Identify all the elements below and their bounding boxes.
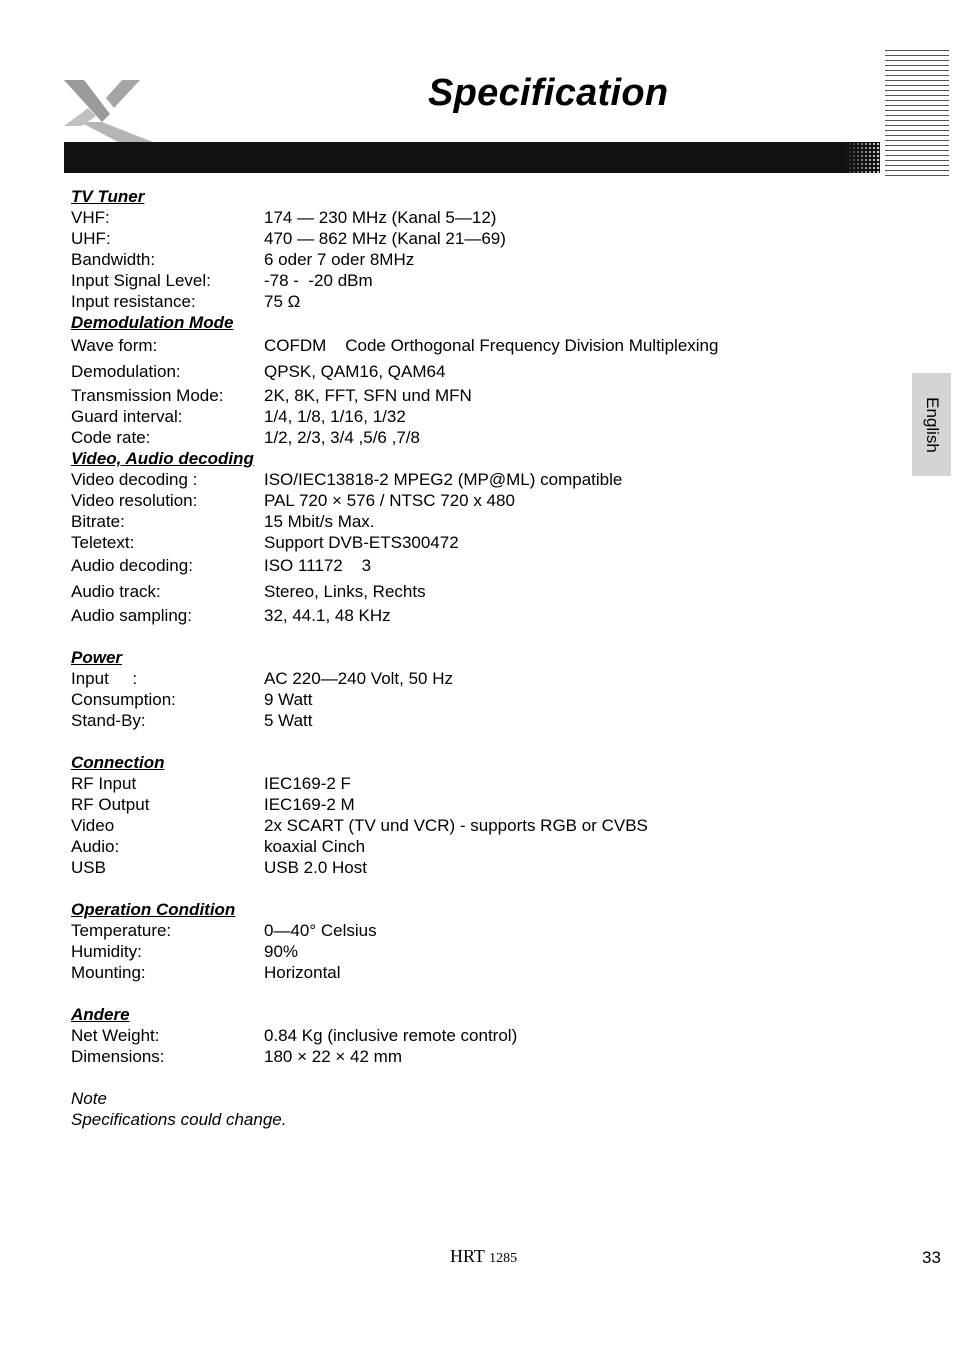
spec-label: Teletext: [71,533,135,552]
spec-row [71,249,871,270]
section-title: Connection [71,753,165,772]
spec-row [71,941,871,962]
spec-label: Video [71,816,115,835]
spec-label: Net Weight: [71,1026,160,1045]
spec-row [71,710,871,731]
spec-value: 15 Mbit/s Max. [264,512,375,531]
spec-value: Support DVB-ETS300472 [264,533,459,552]
spec-label: Bitrate: [71,512,125,531]
spec-row [71,511,871,532]
note-title: Note [71,1089,107,1108]
spec-row [71,794,871,815]
spec-value: 6 oder 7 oder 8MHz [264,250,415,269]
spec-value: 1/2, 2/3, 3/4 ,5/6 ,7/8 [264,428,420,447]
spec-label: Code rate: [71,428,151,447]
spec-row [71,333,871,359]
spec-content [71,186,871,1130]
spec-value: 0.84 Kg (inclusive remote control) [264,1026,518,1045]
spec-label: Dimensions: [71,1047,165,1066]
header-bar [64,142,880,173]
spec-label: Transmission Mode: [71,386,224,405]
spec-row [71,773,871,794]
spec-value: QPSK, QAM16, QAM64 [264,362,446,381]
spec-value: 470 — 862 MHz (Kanal 21—69) [264,229,506,248]
spec-value: 1/4, 1/8, 1/16, 1/32 [264,407,406,426]
spec-label: Bandwidth: [71,250,156,269]
spec-row [71,291,871,312]
section-tv-tuner [71,186,871,312]
section-power [71,647,871,731]
spec-value: IEC169-2 M [264,795,355,814]
spec-label: Audio decoding: [71,556,193,575]
section-title: Operation Condition [71,900,236,919]
spec-label: Input Signal Level: [71,271,211,290]
spec-row [71,815,871,836]
spec-value: Stereo, Links, Rechts [264,582,426,601]
section-video-audio-decoding [71,448,871,626]
model-name: HRT [450,1246,485,1266]
spec-value: PAL 720 × 576 / NTSC 720 x 480 [264,491,515,510]
spec-label: Audio track: [71,582,161,601]
language-tab-label: English [922,396,942,453]
spec-label: Temperature: [71,921,172,940]
spec-row [71,359,871,385]
spec-value: 0—40° Celsius [264,921,377,940]
spec-row [71,920,871,941]
spec-value: ISO/IEC13818-2 MPEG2 (MP@ML) compatible [264,470,623,489]
spec-row [71,406,871,427]
spec-label: Wave form: [71,336,158,355]
brand-x-logo [62,78,162,144]
spec-row [71,427,871,448]
section-title: Andere [71,1005,130,1024]
spec-value: AC 220—240 Volt, 50 Hz [264,669,454,688]
spec-label: USB [71,858,106,877]
spec-label: Video decoding : [71,470,198,489]
spec-row [71,490,871,511]
spec-row [71,689,871,710]
section-demodulation-mode [71,312,871,448]
spec-value: USB 2.0 Host [264,858,367,877]
spec-row [71,668,871,689]
spec-label: Audio: [71,837,120,856]
spec-row [71,469,871,490]
spec-value: IEC169-2 F [264,774,351,793]
spec-row [71,270,871,291]
page-number: 33 [922,1248,941,1267]
spec-label: Input resistance: [71,292,196,311]
spec-value: 2x SCART (TV und VCR) - supports RGB or CVBS [264,816,648,835]
spec-label: Demodulation: [71,362,181,381]
spec-label: Consumption: [71,690,176,709]
spec-label: Mounting: [71,963,146,982]
section-title: Power [71,648,123,667]
spec-value: 32, 44.1, 48 KHz [264,606,391,625]
language-tab[interactable] [912,373,951,476]
spec-row [71,1046,871,1067]
section-title: Video, Audio decoding [71,449,254,468]
spec-value: koaxial Cinch [264,837,366,856]
section-operation-condition [71,899,871,983]
spec-row [71,553,871,579]
spec-label: UHF: [71,229,111,248]
spec-row [71,579,871,605]
decorative-stripes [885,50,949,180]
spec-label: Video resolution: [71,491,198,510]
section-andere [71,1004,871,1067]
spec-value: 174 — 230 MHz (Kanal 5—12) [264,208,497,227]
spec-row [71,605,871,626]
spec-row [71,857,871,878]
spec-value: 5 Watt [264,711,313,730]
spec-value: Horizontal [264,963,341,982]
spec-value: 180 × 22 × 42 mm [264,1047,402,1066]
spec-value: 90% [264,942,299,961]
spec-label: Humidity: [71,942,142,961]
spec-value: -78 - -20 dBm [264,271,373,290]
spec-label: Guard interval: [71,407,183,426]
spec-value: COFDM Code Orthogonal Frequency Division Multiplexing [264,336,719,355]
page-title: Specification [428,72,669,114]
spec-row [71,1025,871,1046]
section-title: Demodulation Mode [71,313,234,332]
spec-label: Input : [71,669,138,688]
spec-row [71,207,871,228]
section-title: TV Tuner [71,187,145,206]
spec-label: Stand-By: [71,711,146,730]
note-text: Specifications could change. [71,1110,287,1129]
spec-row [71,228,871,249]
spec-label: RF Output [71,795,150,814]
spec-label: Audio sampling: [71,606,192,625]
header-bar-dots [844,142,884,173]
spec-label: RF Input [71,774,137,793]
spec-value: ISO 11172 3 [264,556,372,575]
spec-row [71,962,871,983]
model-number: 1285 [489,1251,518,1266]
spec-value: 9 Watt [264,690,313,709]
spec-row [71,532,871,553]
spec-value: 2K, 8K, FFT, SFN und MFN [264,386,472,405]
spec-row [71,385,871,406]
section-connection [71,752,871,878]
spec-value: 75 Ω [264,292,301,311]
spec-row [71,836,871,857]
footer-model [450,1246,517,1267]
spec-label: VHF: [71,208,110,227]
